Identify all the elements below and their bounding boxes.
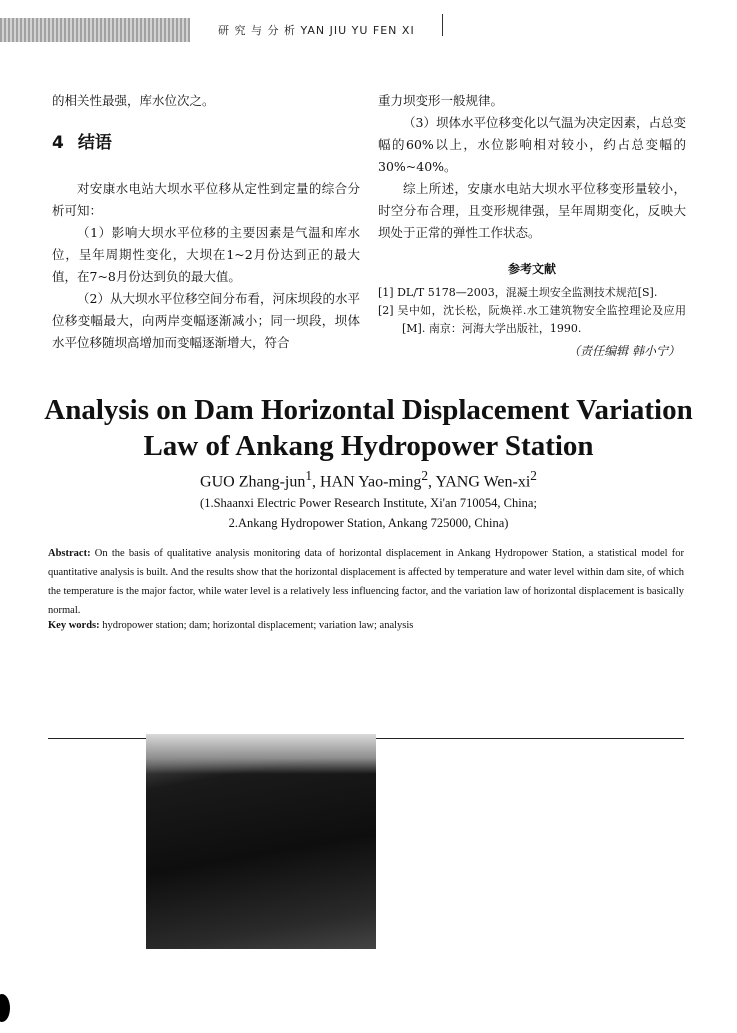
keywords-label: Key words: bbox=[48, 620, 100, 631]
left-column bbox=[52, 90, 360, 354]
paragraph-continued: 重力坝变形一般规律。 bbox=[378, 93, 504, 108]
dam-photo bbox=[146, 734, 376, 949]
author-list: GUO Zhang-jun$^1$, HAN Yao-ming$^2$, YANG Wen-$xi^2$ bbox=[200, 468, 537, 491]
page-corner-mark bbox=[0, 994, 10, 1022]
author-affiliation-mark: 1 bbox=[305, 468, 313, 483]
affiliation: 2.Ankang Hydropower Station, Ankang 725000, China) bbox=[228, 516, 509, 530]
paragraph: 对安康水电站大坝水平位移从定性到定量的综合分析可知： bbox=[52, 181, 360, 218]
editor-credit: （责任编辑 韩小宁） bbox=[568, 344, 680, 358]
right-column bbox=[378, 90, 686, 362]
abstract-label: Abstract: bbox=[48, 548, 91, 559]
reference-item: [1] DL/T 5178—2003，混凝土坝安全监测技术规范[S]. bbox=[378, 286, 658, 299]
paragraph: （2）从大坝水平位移空间分布看，河床坝段的水平位移变幅最大，向两岸变幅逐渐减小；同一坝段，坝体水平位移随坝高增加而变幅逐渐增大，符合 bbox=[52, 291, 360, 350]
paragraph: 综上所述，安康水电站大坝水平位移变形量较小，时空分布合理，且变形规律强，呈年周期变化，反映大坝处于正常的弹性工作状态。 bbox=[378, 181, 686, 240]
section-heading bbox=[52, 132, 360, 154]
divider-line bbox=[48, 738, 146, 739]
author-name: GUO Zhang-jun bbox=[200, 473, 306, 491]
running-header: 研 究 与 分 析 YAN JIU YU FEN XI bbox=[218, 24, 415, 37]
header-divider bbox=[442, 14, 443, 36]
english-title-line2: Law of Ankang Hydropower Station bbox=[143, 430, 594, 462]
keywords-text: hydropower station; dam; horizontal displacement; variation law; analysis bbox=[102, 620, 414, 631]
english-title bbox=[0, 392, 737, 464]
divider-line bbox=[376, 738, 684, 739]
section-number: 4 bbox=[52, 133, 64, 153]
reference-item: [2] 吴中如，沈长松，阮焕祥.水工建筑物安全监控理论及应用[M]. 南京：河海大学出版社，1990. bbox=[378, 304, 686, 335]
author-name: HAN Yao-ming bbox=[320, 473, 422, 491]
paragraph-continued: 的相关性最强，库水位次之。 bbox=[52, 93, 215, 108]
abstract bbox=[48, 544, 684, 620]
paragraph: （3）坝体水平位移变化以气温为决定因素，占总变幅的60%以上，水位影响相对较小，约占总变幅的30%~40%。 bbox=[378, 115, 686, 174]
section-title: 结语 bbox=[77, 133, 112, 153]
photo-sky bbox=[146, 734, 376, 774]
references-heading: 参考文献 bbox=[507, 262, 556, 276]
abstract-text: On the basis of qualitative analysis monitoring data of horizontal displacement in Ankang Hydropower Station, a statistical model for quantitative analysis is built. And the results show that the horizontal displacement is affected by temperature and water level within dam site, of which the temperature is the major factor, while water level is a relatively less influencing factor, and the variation law of horizontal displacement is basically normal. bbox=[48, 548, 684, 616]
author-affiliation-mark: 2 bbox=[421, 468, 429, 483]
header-decorative-band bbox=[0, 18, 190, 42]
keywords bbox=[48, 620, 684, 631]
english-title-line1: Analysis on Dam Horizontal Displacement Variation bbox=[44, 394, 693, 426]
author-affiliation-mark: 2 bbox=[530, 468, 537, 483]
author-name: YANG Wen-xi bbox=[435, 473, 531, 491]
affiliation: (1.Shaanxi Electric Power Research Institute, Xi'an 710054, China; bbox=[200, 496, 537, 510]
paragraph: （1）影响大坝水平位移的主要因素是气温和库水位，呈年周期性变化，大坝在1~2月份达到正的最大值，在7~8月份达到负的最大值。 bbox=[52, 225, 360, 284]
